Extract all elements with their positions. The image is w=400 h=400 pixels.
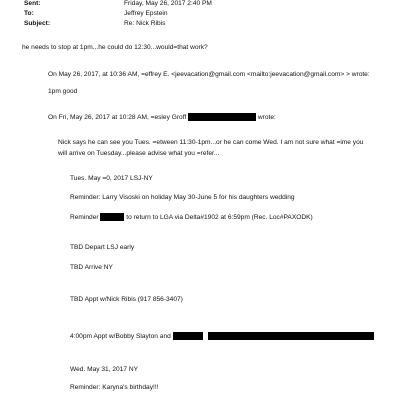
quote2-header-pre: On Fri, May 26, 2017 at 10:28 AM, =esley Groff <box>48 113 187 121</box>
quote2-header-post: wrote: <box>257 113 276 121</box>
quote1-body: 1pm good <box>48 88 78 95</box>
subject-value: Re: Nick Ribis <box>124 20 166 27</box>
reminder-karyna: Reminder: Karyna's birthday!!! <box>70 384 159 391</box>
redaction-block <box>188 113 256 121</box>
appt-nick: TBD Appt w/Nick Ribis (917 856-3407) <box>70 296 183 303</box>
depart-item: TBD Depart LSJ early <box>70 244 135 251</box>
to-value: Jeffrey Epstein <box>124 10 168 17</box>
sent-value: Friday, May 26, 2017 2:40 PM <box>124 0 212 7</box>
reminder-larry: Reminder: Larry Visoski on holiday May 30-June 5 for his daughters wedding <box>70 194 295 201</box>
redaction-block <box>100 213 124 221</box>
quote2-body-line2: will arrive on Tuesday...please advise what you =refer... <box>58 150 220 157</box>
reminder-label: Reminder <box>70 213 99 221</box>
appt-bobby <box>70 332 374 340</box>
redaction-block <box>208 332 374 340</box>
quote2-header <box>48 113 276 121</box>
subject-label: Subject: <box>24 20 51 27</box>
appt-bobby-text: 4:00pm Appt w/Bobby Slayton and <box>70 332 171 340</box>
redaction-block <box>173 332 203 340</box>
to-label: To: <box>24 10 34 17</box>
sent-label: Sent: <box>24 0 41 7</box>
quote2-body-line1: Nick says he can see you Tues. =etween 11:30-1pm...or he can come Wed. I am not sure what =ime you <box>58 139 364 146</box>
quote1-header: On May 26, 2017, at 10:36 AM, =effrey E. <jeevacation@gmail.com <mailto:jeevacation@gmail.com> > wrote: <box>48 71 370 78</box>
reply-text: he needs to stop at 1pm...he could do 12:30...would=that work? <box>22 44 208 51</box>
arrive-item: TBD Arrive NY <box>70 264 113 271</box>
schedule-date: Tues. May =0, 2017 LSJ-NY <box>70 175 153 182</box>
wed-date: Wed. May 31, 2017 NY <box>70 366 139 373</box>
reminder-flight-text: to return to LGA via Delta#1902 at 6:59pm (Rec. Loc#PAXODK) <box>126 213 313 221</box>
reminder-flight <box>70 213 313 221</box>
